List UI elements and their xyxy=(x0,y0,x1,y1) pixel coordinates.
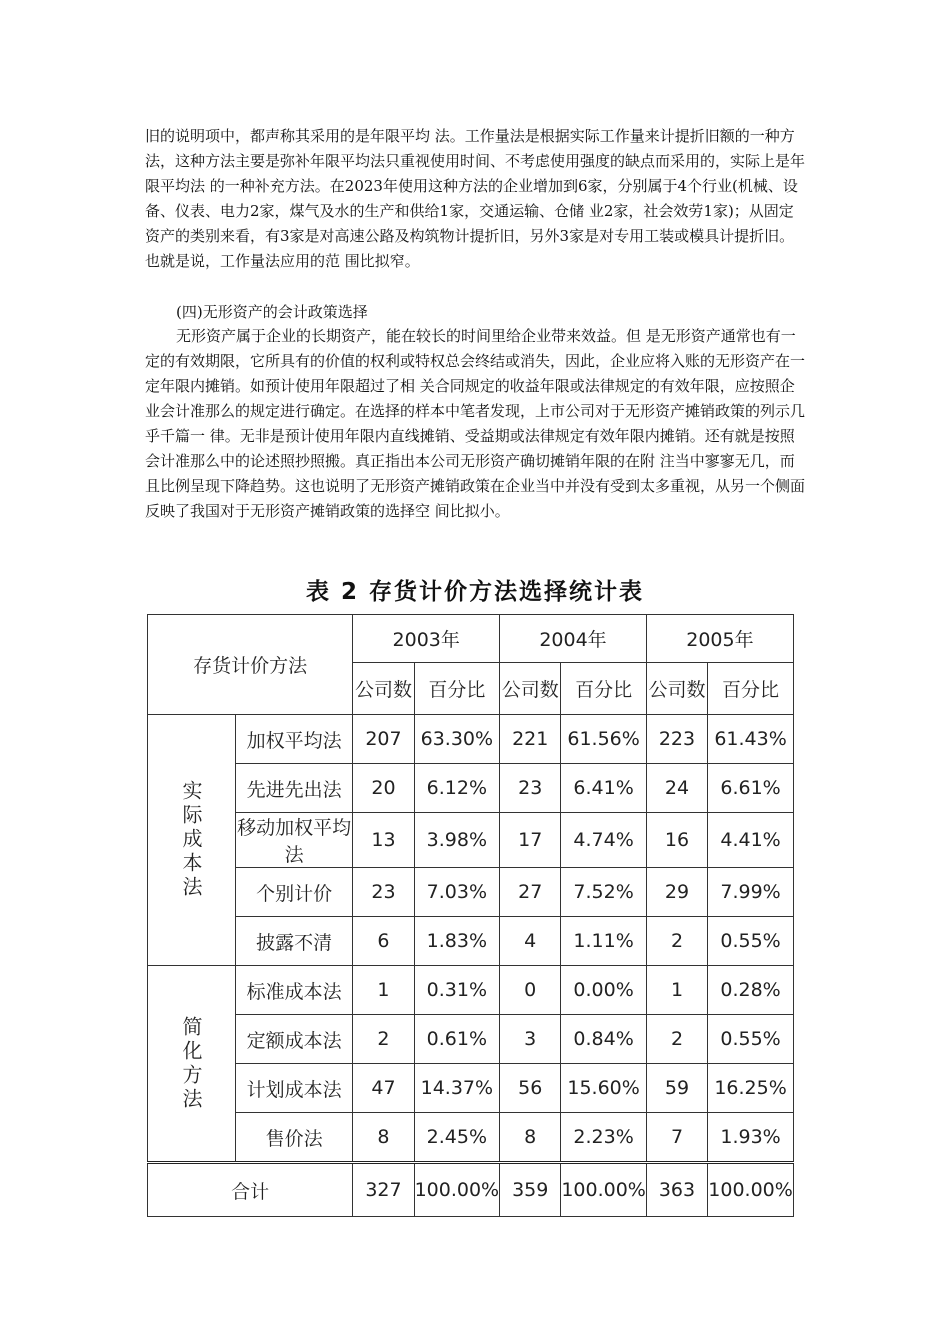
method-cell: 移动加权平均法 xyxy=(236,813,353,868)
body-paragraph-intangible-assets: 无形资产属于企业的长期资产，能在较长的时间里给企业带来效益。但 是无形资产通常也有一定的有效期限，它所具有的价值的权利或特权总会终结或消失，因此，企业应将入账的无形资产在一定年限内摊销。如预计使用年限超过了相 关合同规定的收益年限或法律规定的有效年限，应按照企业会计准那么的规定进行确定。在选择的样本中笔者发现，上市公司对于无形资产摊销政策的列示几乎千篇一 律。无非是预计使用年限内直线摊销、受益期或法律规定有效年限内摊销。还有就是按照会计准那么中的论述照抄照搬。真正指出本公司无形资产确切摊销年限的在附 注当中寥寥无几，而且比例呈现下降趋势。这也说明了无形资产摊销政策在企业当中并没有受到太多重视，从另一个侧面反映了我国对于无形资产摊销政策的选择空 间比拟小。 xyxy=(145,327,806,520)
value-cell: 3.98% xyxy=(414,813,500,868)
value-cell: 1.83% xyxy=(414,917,500,966)
method-cell: 售价法 xyxy=(236,1113,353,1163)
table-total-row xyxy=(148,1163,794,1217)
value-cell: 8 xyxy=(500,1113,561,1163)
total-cell: 363 xyxy=(646,1163,707,1217)
value-cell: 1 xyxy=(353,966,414,1015)
value-cell: 15.60% xyxy=(561,1064,647,1113)
value-cell: 2.45% xyxy=(414,1113,500,1163)
value-cell: 223 xyxy=(646,715,707,764)
value-cell: 56 xyxy=(500,1064,561,1113)
value-cell: 4.74% xyxy=(561,813,647,868)
value-cell: 23 xyxy=(500,764,561,813)
value-cell: 61.43% xyxy=(708,715,794,764)
value-cell: 2 xyxy=(353,1015,414,1064)
value-cell: 24 xyxy=(646,764,707,813)
value-cell: 6.61% xyxy=(708,764,794,813)
value-cell: 17 xyxy=(500,813,561,868)
value-cell: 16.25% xyxy=(708,1064,794,1113)
table-row xyxy=(148,764,794,813)
table-row xyxy=(148,715,794,764)
method-cell: 披露不清 xyxy=(236,917,353,966)
value-cell: 2.23% xyxy=(561,1113,647,1163)
value-cell: 221 xyxy=(500,715,561,764)
method-cell: 定额成本法 xyxy=(236,1015,353,1064)
total-label: 合计 xyxy=(148,1163,353,1217)
subheader-count: 公司数 xyxy=(353,663,414,715)
section-heading-intangible-assets: (四)无形资产的会计政策选择 xyxy=(176,303,368,321)
value-cell: 0 xyxy=(500,966,561,1015)
value-cell: 61.56% xyxy=(561,715,647,764)
header-year: 2004年 xyxy=(500,615,647,663)
value-cell: 6.12% xyxy=(414,764,500,813)
value-cell: 207 xyxy=(353,715,414,764)
value-cell: 4.41% xyxy=(708,813,794,868)
value-cell: 7.99% xyxy=(708,868,794,917)
method-cell: 标准成本法 xyxy=(236,966,353,1015)
value-cell: 4 xyxy=(500,917,561,966)
method-cell: 计划成本法 xyxy=(236,1064,353,1113)
value-cell: 23 xyxy=(353,868,414,917)
value-cell: 0.00% xyxy=(561,966,647,1015)
subheader-count: 公司数 xyxy=(646,663,707,715)
method-cell: 加权平均法 xyxy=(236,715,353,764)
value-cell: 63.30% xyxy=(414,715,500,764)
value-cell: 2 xyxy=(646,917,707,966)
value-cell: 47 xyxy=(353,1064,414,1113)
table-row xyxy=(148,1113,794,1163)
value-cell: 1.93% xyxy=(708,1113,794,1163)
inventory-valuation-table xyxy=(147,614,794,1217)
method-cell: 先进先出法 xyxy=(236,764,353,813)
subheader-percent: 百分比 xyxy=(414,663,500,715)
value-cell: 29 xyxy=(646,868,707,917)
table-row xyxy=(148,966,794,1015)
header-year: 2005年 xyxy=(646,615,793,663)
total-cell: 327 xyxy=(353,1163,414,1217)
table-row xyxy=(148,1064,794,1113)
table-row xyxy=(148,813,794,868)
total-cell: 100.00% xyxy=(561,1163,647,1217)
value-cell: 1.11% xyxy=(561,917,647,966)
value-cell: 13 xyxy=(353,813,414,868)
value-cell: 14.37% xyxy=(414,1064,500,1113)
value-cell: 7 xyxy=(646,1113,707,1163)
subheader-percent: 百分比 xyxy=(561,663,647,715)
value-cell: 6 xyxy=(353,917,414,966)
value-cell: 7.52% xyxy=(561,868,647,917)
total-cell: 100.00% xyxy=(414,1163,500,1217)
value-cell: 7.03% xyxy=(414,868,500,917)
header-method: 存货计价方法 xyxy=(148,615,353,715)
table-title: 表 2 存货计价方法选择统计表 xyxy=(305,579,645,605)
value-cell: 0.28% xyxy=(708,966,794,1015)
value-cell: 59 xyxy=(646,1064,707,1113)
value-cell: 8 xyxy=(353,1113,414,1163)
group-label-simplified: 简化方法 xyxy=(148,966,236,1163)
value-cell: 0.55% xyxy=(708,1015,794,1064)
value-cell: 3 xyxy=(500,1015,561,1064)
table-row xyxy=(148,1015,794,1064)
value-cell: 0.55% xyxy=(708,917,794,966)
table-row xyxy=(148,868,794,917)
value-cell: 27 xyxy=(500,868,561,917)
value-cell: 0.31% xyxy=(414,966,500,1015)
subheader-percent: 百分比 xyxy=(708,663,794,715)
value-cell: 0.84% xyxy=(561,1015,647,1064)
value-cell: 20 xyxy=(353,764,414,813)
value-cell: 6.41% xyxy=(561,764,647,813)
value-cell: 16 xyxy=(646,813,707,868)
header-year: 2003年 xyxy=(353,615,500,663)
table-row xyxy=(148,917,794,966)
total-cell: 100.00% xyxy=(708,1163,794,1217)
body-paragraph-depreciation: 旧的说明项中，都声称其采用的是年限平均 法。工作量法是根据实际工作量来计提折旧额的一种方法，这种方法主要是弥补年限平均法只重视使用时间、不考虑使用强度的缺点而采用的，实际上是年限平均法 的一种补充方法。在2023年使用这种方法的企业增加到6家，分别属于4个行业(机械、设备、仪表、电力2家，煤气及水的生产和供给1家，交通运输、仓储 业2家，社会效劳1家)；从固定资产的类别来看，有3家是对高速公路及构筑物计提折旧，另外3家是对专用工装或模具计提折旧。也就是说，工作量法应用的范 围比拟窄。 xyxy=(145,127,806,270)
method-cell: 个别计价 xyxy=(236,868,353,917)
total-cell: 359 xyxy=(500,1163,561,1217)
value-cell: 1 xyxy=(646,966,707,1015)
value-cell: 0.61% xyxy=(414,1015,500,1064)
group-label-actual-cost: 实际成本法 xyxy=(148,715,236,966)
value-cell: 2 xyxy=(646,1015,707,1064)
subheader-count: 公司数 xyxy=(500,663,561,715)
